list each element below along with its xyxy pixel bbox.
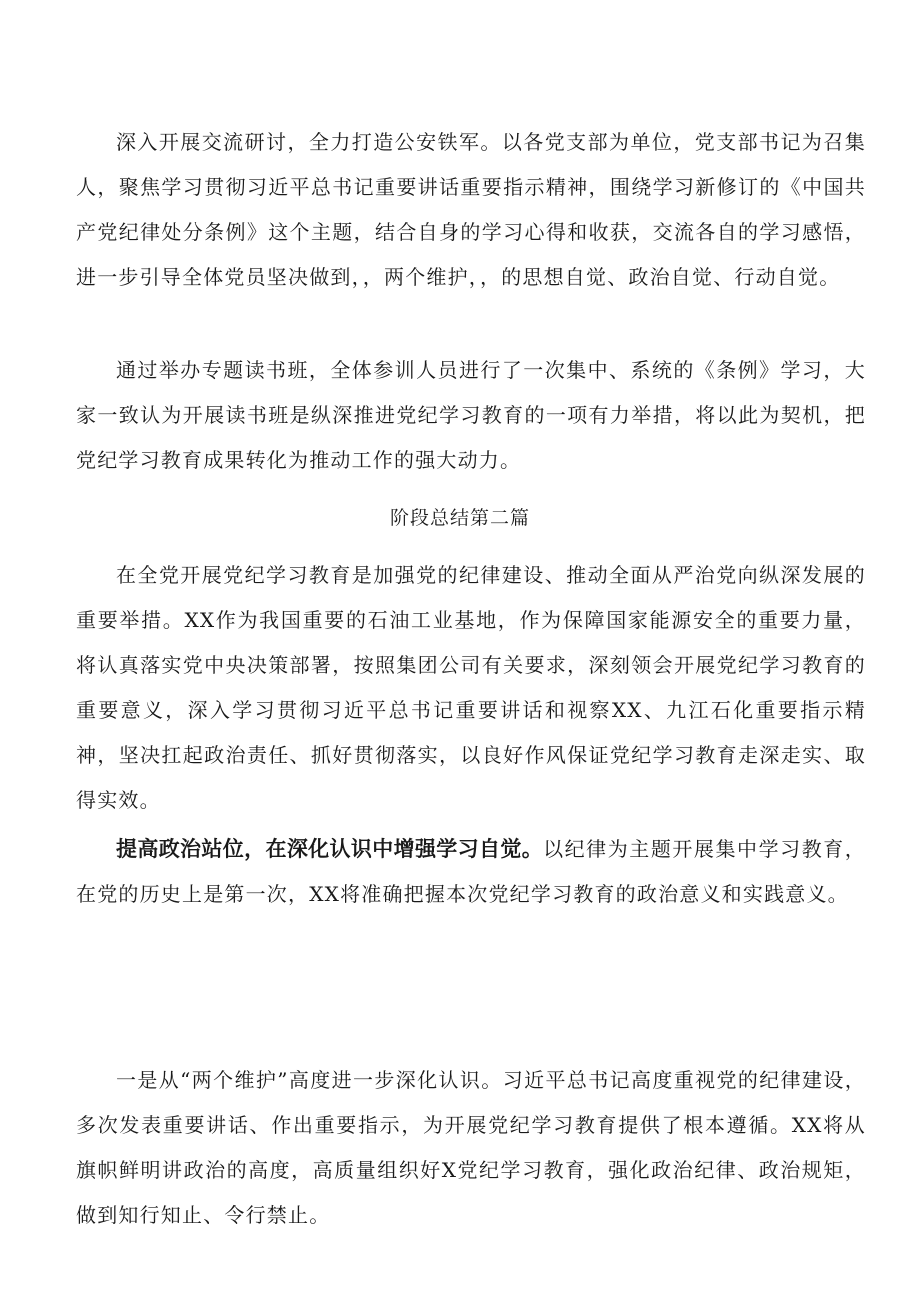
paragraph-exchange-seminar: 深入开展交流研讨，全力打造公安铁军。以各党支部为单位，党支部书记为召集人，聚焦学习贯彻习近平总书记重要讲话重要指示精神，围绕学习新修订的《中国共产党纪律处分条例》这个主题，结合自身的学习心得和收获，交流各自的学习感悟，进一步引导全体党员坚决做到，，两个维护，，的思想自觉、政治自觉、行动自觉。 — [76, 130, 866, 289]
paragraph-two-safeguards: 一是从“两个维护”高度进一步深化认识。习近平总书记高度重视党的纪律建设，多次发表重要讲话、作出重要指示，为开展党纪学习教育提供了根本遵循。XX将从旗帜鲜明讲政治的高度，高质量组织好X党纪学习教育，强化政治纪律、政治规矩，做到知行知止、令行禁止。 — [76, 1068, 866, 1227]
paragraph-body: 以纪律为主题开展集中学习教育，在党的历史上是第一次，XX将准确把握本次党纪学习教育的政治意义和实践意义。 — [76, 837, 867, 906]
paragraph-political-stance — [76, 827, 866, 917]
paragraph-party-discipline-education: 在全党开展党纪学习教育是加强党的纪律建设、推动全面从严治党向纵深发展的重要举措。XX作为我国重要的石油工业基地，作为保障国家能源安全的重要力量，将认真落实党中央决策部署，按照集团公司有关要求，深刻领会开展党纪学习教育的重要意义，深入学习贯彻习近平总书记重要讲话和视察XX、九江石化重要指示精神，坚决扛起政治责任、抓好贯彻落实，以良好作风保证党纪学习教育走深走实、取得实效。 — [76, 563, 866, 812]
paragraph-lead-phrase: 提高政治站位，在深化认识中增强学习自觉。 — [116, 837, 544, 861]
paragraph-reading-class: 通过举办专题读书班，全体参训人员进行了一次集中、系统的《条例》学习，大家一致认为开展读书班是纵深推进党纪学习教育的一项有力举措，将以此为契机，把党纪学习教育成果转化为推动工作的强大动力。 — [76, 358, 866, 472]
section-heading: 阶段总结第二篇 — [389, 507, 530, 529]
